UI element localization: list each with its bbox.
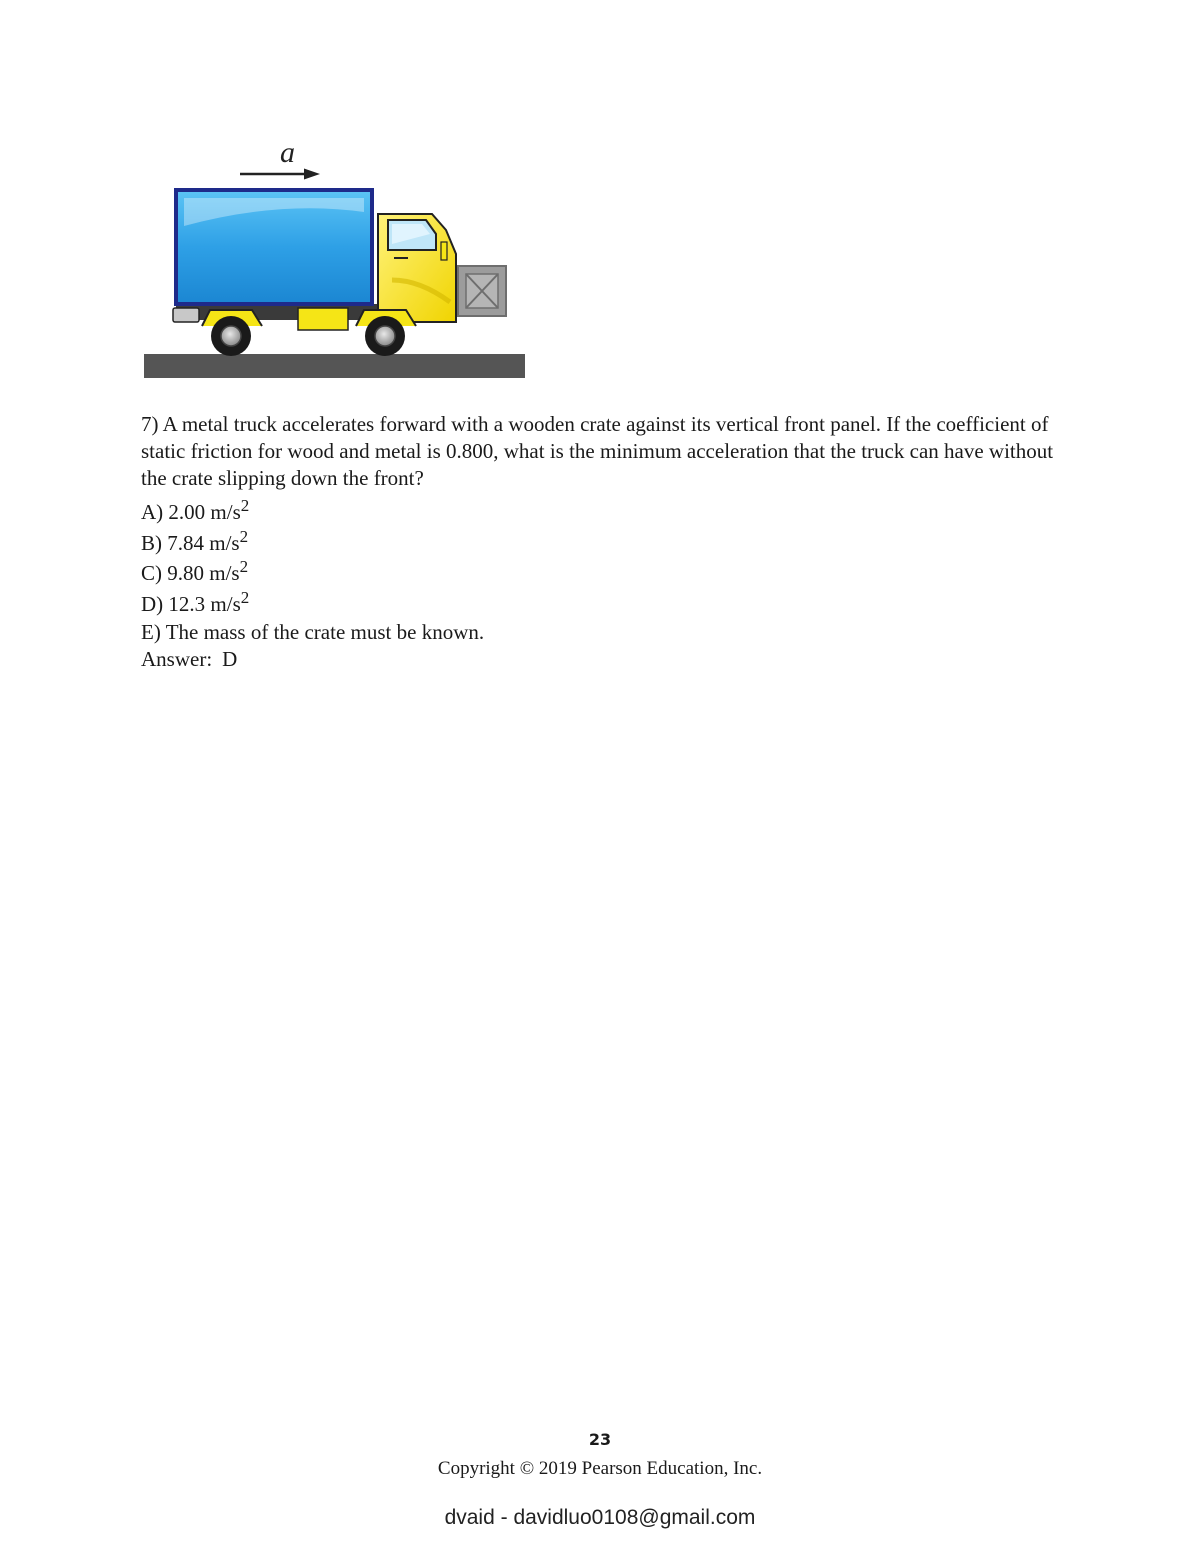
option-c <box>141 558 484 589</box>
option-b-label: B) 7.84 m/s <box>141 530 240 555</box>
option-d-label: D) 12.3 m/s <box>141 591 241 616</box>
option-a <box>141 497 484 528</box>
truck-diagram <box>140 130 530 385</box>
option-b <box>141 528 484 559</box>
cargo-box <box>176 190 372 304</box>
answer-options <box>141 497 484 673</box>
option-d-exponent: 2 <box>240 587 250 607</box>
question-block <box>141 411 1061 492</box>
option-d <box>141 589 484 620</box>
road <box>144 354 525 378</box>
acceleration-arrow <box>240 136 320 180</box>
option-a-label: A) 2.00 m/s <box>141 500 241 524</box>
front-wheel <box>365 316 405 356</box>
answer-line <box>141 646 484 673</box>
truck-cab <box>378 214 456 322</box>
wooden-crate <box>458 266 506 316</box>
watermark: dvaid - davidluo0108@gmail.com <box>444 1506 756 1529</box>
page-number: 23 <box>588 1430 612 1449</box>
option-c-exponent: 2 <box>239 557 249 576</box>
rear-wheel <box>211 316 251 356</box>
question-text: 7) A metal truck accelerates forward with a wooden crate against its vertical front panel. If the coefficient of static friction for wood and metal is 0.800, what is the minimum acceleration that the truck can have without the crate slipping down the front? <box>141 412 1054 490</box>
option-b-exponent: 2 <box>239 526 249 546</box>
answer-value: D <box>222 647 238 671</box>
accel-label: a <box>280 136 295 169</box>
answer-label: Answer: <box>141 647 213 671</box>
truck-figure <box>140 130 530 385</box>
option-e <box>141 619 484 646</box>
option-c-label: C) 9.80 m/s <box>141 561 240 585</box>
option-e-label: E) The mass of the crate must be known. <box>141 620 485 644</box>
option-a-exponent: 2 <box>240 496 250 515</box>
copyright-notice: Copyright © 2019 Pearson Education, Inc. <box>437 1458 763 1479</box>
